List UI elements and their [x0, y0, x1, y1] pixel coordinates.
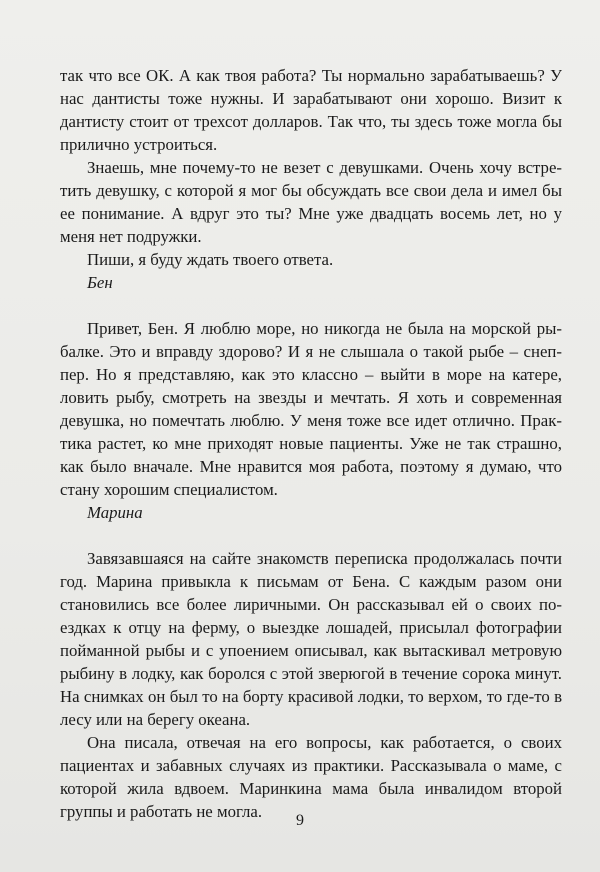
marina-letter-paragraph: Привет, Бен. Я люблю море, но никогда не была на морской рыбалке. Это и вправду здорово? И я не слышала о такой рыбе – снеппер. Но я представляю, как это классно – выйти в море на катере, ловить рыбу, смотреть на звезды и мечтать. Я хоть и современная девушка, но помечтать люблю. У меня тоже все идет отлично. Практика растет, ко мне приходят новые пациенты. Уже не так страшно, как было вначале. Мне нравится моя работа, поэтому я думаю, что стану хорошим специалистом. — [60, 319, 562, 499]
page-text — [60, 64, 562, 823]
ben-letter-paragraph-2: Знаешь, мне почему-то не везет с девушками. Очень хочу встретить девушку, с которой я мог бы обсуждать все свои дела и имел бы ее понимание. А вдруг это ты? Мне уже двадцать восемь лет, но у меня нет подружки. — [60, 158, 562, 246]
marina-signature: Марина — [87, 503, 143, 522]
page-number: 9 — [296, 812, 304, 829]
narrative-paragraph-1: Завязавшаяся на сайте знакомств переписка продолжалась почти год. Марина привыкла к письмам от Бена. С каждым разом они становились все более лиричными. Он рассказывал ей о своих поездках к отцу на ферму, о выездке лошадей, присылал фотографии пойманной рыбы и с упоением описывал, как вытаскивал метровую рыбину в лодку, как боролся с этой зверюгой в течение сорока минут. На снимках он был то на борту красивой лодки, то верхом, то где-то в лесу или на берегу океана. — [60, 549, 562, 729]
ben-signature: Бен — [87, 273, 113, 292]
narrative-paragraph-2: Она писала, отвечая на его вопросы, как работается, о своих пациентах и забавных случаях из практики. Рассказывала о маме, с которой жила вдвоем. Маринкина мама была инвалидом второй группы и работать не могла. — [60, 733, 562, 821]
ben-letter-paragraph-3: Пиши, я буду ждать твоего ответа. — [87, 250, 334, 269]
ben-letter-paragraph-1: так что все ОК. А как твоя работа? Ты нормально зарабатываешь? У нас дантисты тоже нужны. И зарабатывают они хорошо. Визит к дантисту стоит от трехсот долларов. Так что, ты здесь тоже могла бы прилично устроиться. — [60, 66, 562, 154]
